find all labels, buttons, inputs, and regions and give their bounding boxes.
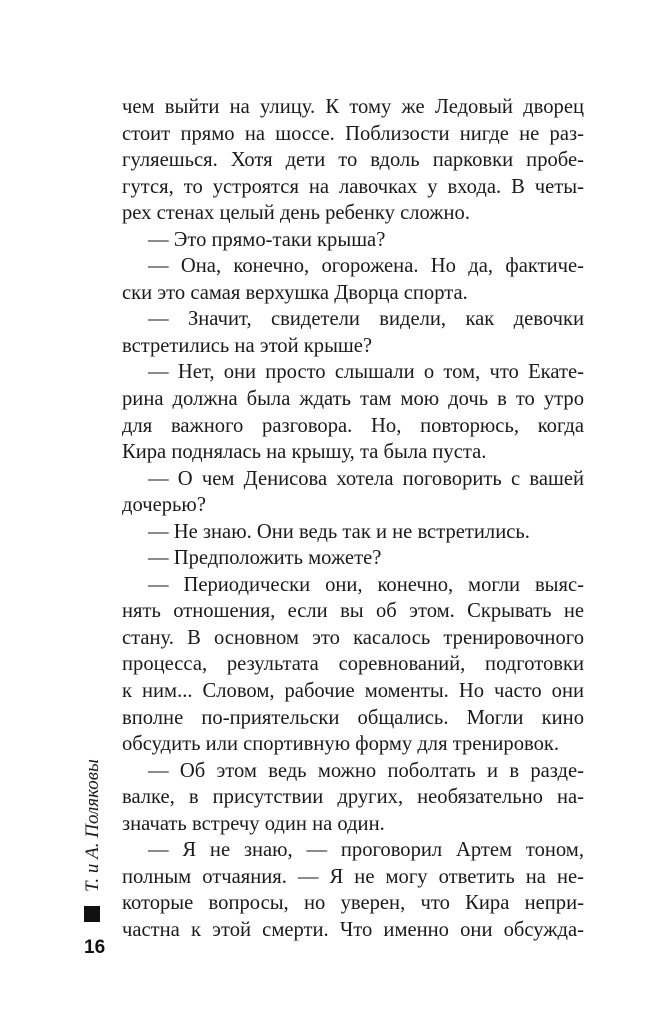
text-line: обсудить или спортивную форму для тренировок. [122,733,560,756]
running-head-author: Т. и А. Поляковы [82,759,103,892]
text-line: — Нет, они просто слышали о том, что Екате- [148,361,584,384]
text-line: значать встречу один на один. [122,812,385,835]
text-line: — Это прямо-таки крыша? [148,228,386,251]
page-number: 16 [84,937,106,958]
text-line: — Периодически они, конечно, могли выяс- [148,573,584,596]
text-line: которые вопросы, но уверен, что Кира непри- [122,892,584,915]
text-line: гутся, то устроятся на лавочках у входа. В четы- [122,175,584,198]
text-line: — Предположить можете? [148,547,382,570]
text-line: процесса, результата соревнований, подготовки [122,653,584,676]
text-line: — Я не знаю, — проговорил Артем тоном, [148,839,584,862]
text-line: нять отношения, если вы об этом. Скрывать не [122,600,584,623]
text-line: рина должна была ждать там мою дочь в то утро [122,388,584,411]
text-line: к ним... Словом, рабочие моменты. Но часто они [122,680,584,703]
text-line: дочерью? [122,494,206,517]
text-line: встретились на этой крыше? [122,334,373,357]
text-line: стоит прямо на шоссе. Поблизости нигде не раз- [122,122,584,145]
text-line: частна к этой смерти. Что именно они обсужда- [122,918,584,941]
text-line: валке, в присутствии других, необязательно на- [122,786,584,809]
body-text [122,94,584,944]
text-line: Кира поднялась на крышу, та была пуста. [122,441,487,464]
text-line: гуляешься. Хотя дети то вдоль парковки пробе- [122,149,584,172]
text-line: — О чем Денисова хотела поговорить с вашей [148,467,584,490]
text-line: для важного разговора. Но, повторюсь, когда [122,414,584,437]
text-line: чем выйти на улицу. К тому же Ледовый дворец [122,96,584,118]
text-line: — Не знаю. Они ведь так и не встретились. [148,520,530,543]
text-line: — Значит, свидетели видели, как девочки [148,308,584,331]
text-line: стану. В основном это касалось тренировочного [122,626,584,649]
text-line: вполне по-приятельски общались. Могли кино [122,706,584,729]
text-line: полным отчаяния. — Я не могу ответить на не- [122,865,584,888]
text-line: — Она, конечно, огорожена. Но да, фактиче- [148,255,584,278]
text-line: рех стенах целый день ребенку сложно. [122,202,470,225]
text-line: — Об этом ведь можно поболтать и в разде- [148,759,584,782]
page-marker-square [84,906,100,922]
text-line: ски это самая верхушка Дворца спорта. [122,281,468,304]
